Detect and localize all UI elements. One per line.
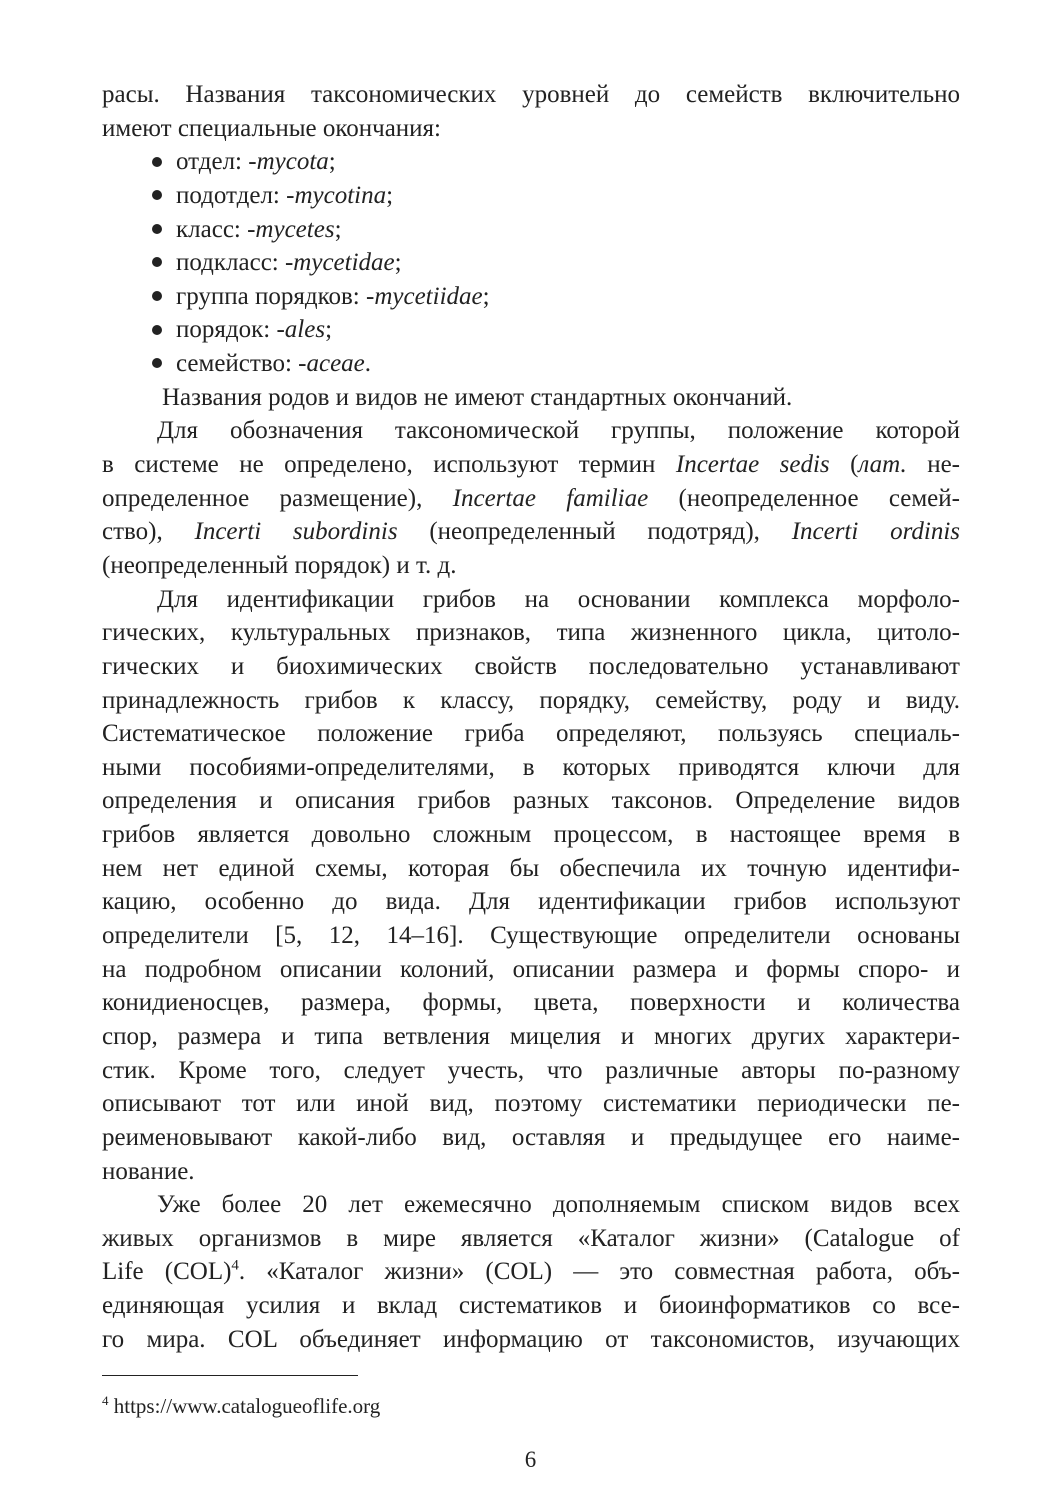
identification-line: стик. Кроме того, следует учесть, что различные авторы по-разному <box>102 1056 960 1084</box>
catalogue-line-1: Уже более 20 лет ежемесячно дополняемым списком видов всех <box>157 1191 960 1219</box>
bullet-icon <box>152 291 162 301</box>
footnote-link[interactable]: https://www.catalogueoflife.org <box>108 1394 381 1418</box>
intro-line-1: расы. Названия таксономических уровней до семейств включительно <box>102 81 960 108</box>
identification-line: кацию, особенно до вида. Для идентификации грибов используют <box>102 888 960 916</box>
incertae-line-5: (неопределенный порядок) и т. д. <box>102 551 457 579</box>
footnote-marker: 4 <box>102 1393 109 1408</box>
identification-line: определители [5, 12, 14–16]. Существующие определители основаны <box>102 922 960 950</box>
identification-line: гических и биохимических свойств последовательно устанавливают <box>102 652 960 680</box>
catalogue-line-5: го мира. COL объединяет информацию от таксономистов, изучающих <box>102 1325 960 1353</box>
identification-line: нование. <box>102 1157 195 1185</box>
ending-item-subdivision: подотдел: -mycotina; <box>102 179 960 213</box>
bullet-icon <box>152 358 162 368</box>
identification-line: на подробном описании колоний, описании размера и формы споро- и <box>102 955 960 983</box>
footnote-reference[interactable]: 4 <box>231 1258 239 1275</box>
identification-line: Систематическое положение гриба определяют, пользуясь специаль- <box>102 720 960 748</box>
ending-item-order-group: группа порядков: -mycetiidae; <box>102 280 960 314</box>
incertae-line-3: определенное размещение), Incertae familiae (неопределенное семей- <box>102 484 960 512</box>
page-number: 6 <box>524 1447 537 1472</box>
incertae-line-2: в системе не определено, используют термин Incertae sedis (лат. не- <box>102 451 960 479</box>
ending-item-order: порядок: -ales; <box>102 313 960 347</box>
identification-line: конидиеносцев, размера, формы, цвета, поверхности и количества <box>102 989 960 1017</box>
identification-line: гических, культуральных признаков, типа жизненного цикла, цитоло- <box>102 619 960 647</box>
identification-line: определения и описания грибов разных таксонов. Определение видов <box>102 787 960 815</box>
footnote <box>102 1393 380 1419</box>
bullet-icon <box>152 190 162 200</box>
catalogue-line-2: живых организмов в мире является «Каталог жизни» (Catalogue of <box>102 1224 960 1252</box>
bullet-icon <box>152 157 162 167</box>
page-body <box>102 78 960 1356</box>
incertae-line-4: ство), Incerti subordinis (неопределенный подотряд), Incerti ordinis <box>102 518 961 546</box>
identification-line: описывают тот или иной вид, поэтому систематики периодически пе- <box>102 1090 960 1118</box>
genera-note: Названия родов и видов не имеют стандартных окончаний. <box>162 383 793 411</box>
bullet-icon <box>152 257 162 267</box>
identification-line: спор, размера и типа ветвления мицелия и многих других характери- <box>102 1022 960 1050</box>
ending-item-family: семейство: -aceae. <box>102 347 960 381</box>
ending-item-division: отдел: -mycota; <box>102 145 960 179</box>
ending-item-subclass: подкласс: -mycetidae; <box>102 246 960 280</box>
catalogue-line-3: Life (COL)$^4$. «Каталог жизни» (COL) — это совместная работа, объ- <box>102 1258 960 1286</box>
identification-line: ными пособиями-определителями, в которых приводятся ключи для <box>102 753 960 781</box>
identification-line: реименовывают какой-либо вид, оставляя и предыдущее его наиме- <box>102 1123 960 1151</box>
catalogue-line-4: единяющая усилия и вклад систематиков и биоинформатиков со все- <box>102 1292 960 1320</box>
intro-line-2: имеют специальные окончания: <box>102 114 441 142</box>
footnote-divider <box>102 1375 358 1376</box>
bullet-icon <box>152 224 162 234</box>
bullet-icon <box>152 325 162 335</box>
identification-line: принадлежность грибов к классу, порядку, семейству, роду и виду. <box>102 686 960 714</box>
identification-line: грибов является довольно сложным процессом, в настоящее время в <box>102 821 960 849</box>
identification-line: нем нет единой схемы, которая бы обеспечила их точную идентифи- <box>102 854 960 882</box>
ending-item-class: класс: -mycetes; <box>102 213 960 247</box>
identification-line: Для идентификации грибов на основании комплекса морфоло- <box>157 585 960 613</box>
incertae-line-1: Для обозначения таксономической группы, положение которой <box>157 417 960 445</box>
